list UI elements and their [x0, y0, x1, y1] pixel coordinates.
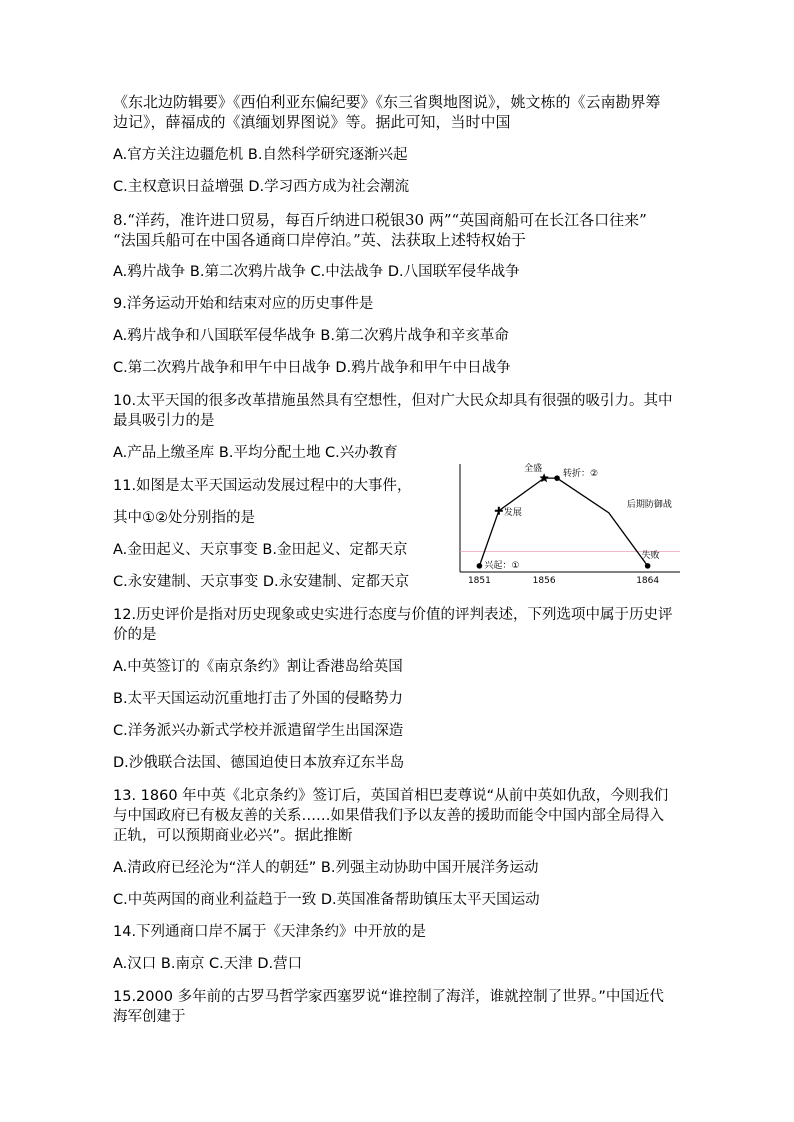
text-line-24: 13. 1860 年中英《北京条约》签订后，英国首相巴麦尊说“从前中英如仇敌，今则我们	[113, 788, 669, 804]
text-line-30: A.汉口 B.南京 C.天津 D.营口	[113, 956, 303, 972]
text-line-22: C.洋务派兴办新式学校并派遣留学生出国深造	[113, 723, 404, 739]
series-line	[479, 478, 647, 566]
text-line-21: B.太平天国运动沉重地打击了外国的侵略势力	[113, 691, 404, 707]
text-line-28: C.中英两国的商业利益趋于一致 D.英国准备帮助镇压太平天国运动	[113, 892, 540, 908]
point-label-5: 后期防御战	[626, 499, 672, 510]
chart-svg	[455, 460, 685, 586]
x-tick-label-1851: 1851	[467, 576, 491, 586]
text-line-1: 《东北边防辑要》《西伯利亚东偏纪要》《东三省舆地图说》，姚文栋的《云南勘界筹	[113, 93, 661, 111]
text-line-13: A.产品上缴圣库 B.平均分配土地 C.兴办教育	[113, 445, 398, 461]
text-line-27: A.清政府已经沦为“洋人的朝廷” B.列强主动协助中国开展洋务运动	[113, 860, 539, 876]
point-label-6: 失败	[641, 550, 660, 561]
text-line-8: 9.洋务运动开始和结束对应的历史事件是	[113, 296, 374, 312]
text-line-3: A.官方关注边疆危机 B.自然科学研究逐渐兴起	[113, 147, 408, 163]
text-line-6: “法国兵船可在中国各通商口岸停泊。”英、法获取上述特权始于	[113, 231, 526, 249]
text-line-32: 海军创建于	[113, 1009, 186, 1025]
point-marker-4	[554, 475, 560, 481]
x-tick-label-1864: 1864	[636, 576, 660, 586]
text-line-5: 8.“洋药，准许进口贸易，每百斤纳进口税银30 两”“英国商船可在长江各口往来”	[113, 211, 647, 229]
text-line-17: C.永安建制、天京事变 D.永安建制、定都天京	[113, 574, 410, 590]
text-line-23: D.沙俄联合法国、德国迫使日本放弃辽东半岛	[113, 755, 405, 771]
point-label-2: 发展	[503, 507, 522, 518]
point-label-3: 全盛	[524, 464, 543, 475]
text-line-12: 最具吸引力的是	[113, 413, 215, 429]
text-line-11: 10.太平天国的很多改革措施虽然具有空想性，但对广大民众却具有很强的吸引力。其中	[113, 393, 673, 409]
text-line-20: A.中英签订的《南京条约》割让香港岛给英国	[113, 659, 403, 675]
point-label-1: 兴起：①	[484, 560, 520, 571]
text-line-25: 与中国政府已有极友善的关系……如果借我们予以友善的援助而能令中国内部全局得入	[113, 808, 664, 824]
x-tick-label-1856: 1856	[532, 576, 556, 586]
text-line-7: A.鸦片战争 B.第二次鸦片战争 C.中法战争 D.八国联军侵华战争	[113, 264, 520, 280]
text-line-10: C.第二次鸦片战争和甲午中日战争 D.鸦片战争和甲午中日战争	[113, 360, 511, 376]
text-line-31: 15.2000 多年前的古罗马哲学家西塞罗说“谁控制了海洋，谁就控制了世界。”中国近代	[113, 989, 664, 1005]
text-line-18: 12.历史评价是指对历史现象或史实进行态度与价值的评判表述，下列选项中属于历史评	[113, 607, 673, 623]
text-line-9: A.鸦片战争和八国联军侵华战争 B.第二次鸦片战争和辛亥革命	[113, 328, 509, 344]
text-line-4: C.主权意识日益增强 D.学习西方成为社会潮流	[113, 179, 410, 195]
text-line-26: 正轨，可以预期商业必兴”。据此推断	[113, 828, 353, 844]
text-line-2: 边记》，薛福成的《滇缅划界图说》等。据此可知，当时中国	[113, 113, 511, 131]
taiping-movement-chart	[455, 460, 685, 586]
text-line-15: 其中①②处分别指的是	[113, 510, 255, 526]
text-line-19: 价的是	[113, 627, 157, 643]
point-marker-6	[645, 563, 651, 569]
point-marker-1	[477, 563, 483, 569]
text-line-14: 11.如图是太平天国运动发展过程中的大事件，	[113, 478, 412, 494]
text-line-16: A.金田起义、天京事变 B.金田起义、定都天京	[113, 542, 408, 558]
text-line-29: 14.下列通商口岸不属于《天津条约》中开放的是	[113, 924, 427, 940]
point-label-4: 转折：②	[563, 469, 599, 480]
